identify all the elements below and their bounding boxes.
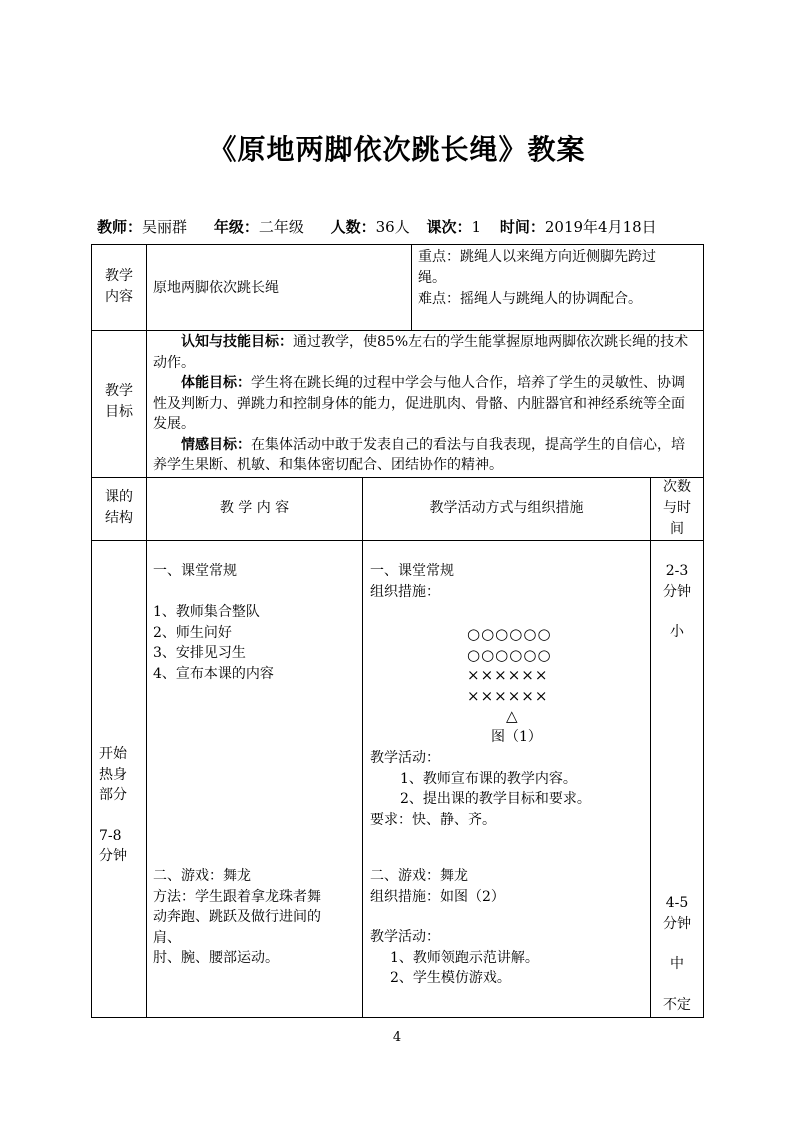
figure-caption: 图（1） <box>491 729 542 745</box>
difficulty-point: 难点：摇绳人与跳绳人的协调配合。 <box>418 291 642 307</box>
list-item: 3、安排见习生 <box>153 645 246 661</box>
formation-row-circles: ○○○○○○ <box>467 625 552 643</box>
part1-items <box>153 602 274 684</box>
count-label: 人数： <box>330 218 376 236</box>
requirement: 要求：快、静、齐。 <box>370 811 496 828</box>
activity-header: 教学活动方式与组织措施 <box>429 500 584 516</box>
time-label: 时间： <box>499 218 545 236</box>
teacher-triangle-icon: △ <box>506 707 519 725</box>
content-row-label: 教学 内容 <box>105 268 133 305</box>
formation-row-circles: ○○○○○○ <box>467 645 552 664</box>
row-divider <box>91 477 704 478</box>
column-divider <box>362 477 363 1017</box>
column-divider <box>146 244 147 1017</box>
formation-row-crosses: ×××××× <box>467 686 549 705</box>
count-value: 36人 <box>375 218 410 236</box>
teaching-content: 原地两脚依次跳长绳 <box>153 280 279 296</box>
structure-header: 课的 结构 <box>105 489 133 526</box>
physical-objective: 体能目标：学生将在跳长绳的过程中学会与他人合作，培养了学生的灵敏性、协调性及判断力、弹跳力和控制身体的能力，促进肌肉、骨骼、内脏器官和神经系统等全面发展。 <box>153 375 685 432</box>
page-number: 4 <box>392 1030 402 1045</box>
teacher-value: 吴丽群 <box>142 218 188 236</box>
organization-label: 组织措施：如图（2） <box>370 888 505 905</box>
activity-step: 2、提出课的教学目标和要求。 <box>400 791 591 807</box>
table-border-top <box>91 244 704 245</box>
column-divider <box>411 244 412 330</box>
activity-heading: 二、游戏：舞龙 <box>370 868 468 884</box>
teacher-label: 教师： <box>97 218 143 236</box>
activity-step: 1、教师领跑示范讲解。 <box>390 949 539 966</box>
activity-step: 1、教师宣布课的教学内容。 <box>400 770 577 787</box>
part1-activity-steps <box>370 748 591 830</box>
objectives-text <box>153 332 695 476</box>
intensity-value: 中 <box>670 956 684 972</box>
time-header: 次数 与时 间 <box>663 479 691 537</box>
activity-heading: 一、课堂常规 <box>370 563 454 579</box>
grade-value: 二年级 <box>258 218 304 236</box>
key-point: 重点：跳绳人以来绳方向近侧脚先跨过 绳。 难点：摇绳人与跳绳人的协调配合。 <box>418 247 656 310</box>
organization-label: 组织措施： <box>370 583 440 600</box>
activity-step: 2、学生模仿游戏。 <box>390 970 511 986</box>
lesson-value: 1 <box>471 218 482 236</box>
formation-diagram <box>467 624 552 727</box>
emotional-objective: 情感目标：在集体活动中敢于发表自己的看法与自我表现，提高学生的自信心，培养学生果断、机敏、和集体密切配合、团结协作的精神。 <box>153 436 685 473</box>
part2-time: 4-5 分钟 中 不定 <box>651 893 703 1015</box>
cognitive-objective: 认知与技能目标：通过教学，使85%左右的学生能掌握原地两脚依次跳长绳的技术动作。 <box>153 334 689 371</box>
objectives-label: 教学 目标 <box>105 383 133 420</box>
activity-label: 教学活动： <box>370 929 440 945</box>
row-divider <box>91 540 704 541</box>
activity-label: 教学活动： <box>370 750 440 766</box>
table-border-bottom <box>91 1017 704 1018</box>
part1-activity <box>370 561 454 602</box>
repetition-value: 不定 <box>663 996 691 1013</box>
list-item: 1、教师集合整队 <box>153 604 260 620</box>
part2-content: 二、游戏：舞龙 方法：学生跟着拿龙珠者舞 动奔跑、跳跃及做行进间的 肩、 肘、腕、腰部运动。 <box>153 868 321 966</box>
section-label: 开始 热身 部分 7-8 分钟 <box>99 746 127 864</box>
table-border-left <box>91 244 92 1017</box>
part1-time: 2-3 分钟 小 <box>651 561 703 643</box>
part1-heading: 一、课堂常规 <box>153 563 237 579</box>
formation-row-crosses: ×××××× <box>467 666 549 684</box>
part2-activity <box>370 866 539 989</box>
row-divider <box>91 330 704 331</box>
lesson-label: 课次： <box>426 218 472 236</box>
lesson-meta <box>97 216 657 237</box>
grade-label: 年级： <box>213 218 259 236</box>
list-item: 4、宣布本课的内容 <box>153 665 274 682</box>
list-item: 2、师生问好 <box>153 624 232 641</box>
page-title: 《原地两脚依次跳长绳》教案 <box>208 133 586 166</box>
time-value: 2019年4月18日 <box>544 218 657 236</box>
table-border-right <box>703 244 704 1017</box>
content-header: 教 学 内 容 <box>219 500 290 516</box>
intensity-value: 小 <box>670 624 684 640</box>
part2-heading: 二、游戏：舞龙 <box>153 868 251 884</box>
